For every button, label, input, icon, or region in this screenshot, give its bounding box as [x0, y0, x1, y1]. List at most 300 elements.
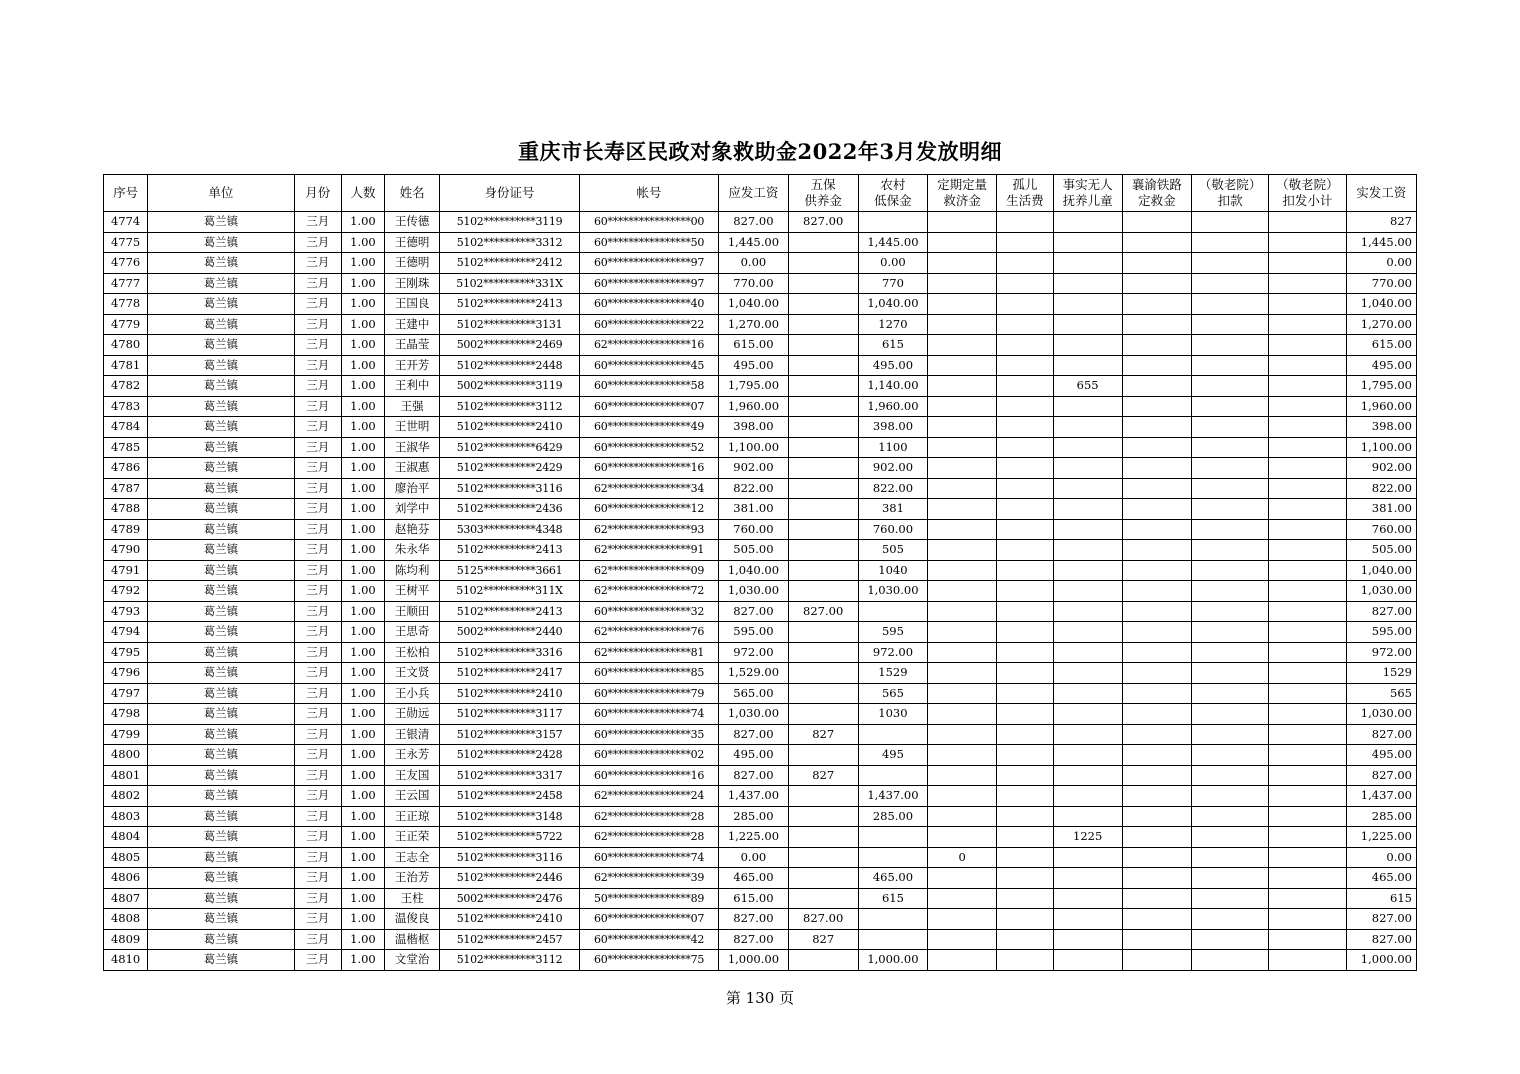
table-cell: 王云国	[385, 786, 440, 807]
table-cell: 60****************12	[579, 499, 719, 520]
table-cell: 王正荣	[385, 827, 440, 848]
table-cell: 王顺田	[385, 601, 440, 622]
table-cell	[997, 704, 1053, 725]
table-cell: 760.00	[858, 519, 927, 540]
table-cell: 1100	[858, 437, 927, 458]
table-cell	[1053, 786, 1122, 807]
table-cell	[1269, 929, 1346, 950]
table-cell	[788, 560, 858, 581]
table-cell: 1.00	[341, 929, 384, 950]
table-cell: 1.00	[341, 437, 384, 458]
table-cell: 葛兰镇	[148, 232, 295, 253]
table-cell: 5102**********2412	[440, 253, 580, 274]
table-cell	[788, 663, 858, 684]
table-cell: 5102**********3119	[440, 212, 580, 233]
table-cell: 62****************72	[579, 581, 719, 602]
table-cell	[1269, 499, 1346, 520]
table-cell: 5102**********3117	[440, 704, 580, 725]
table-cell: 827.00	[719, 601, 788, 622]
table-cell	[928, 622, 997, 643]
table-cell	[1122, 478, 1191, 499]
table-cell	[1053, 540, 1122, 561]
table-cell: 王柱	[385, 888, 440, 909]
table-cell: 葛兰镇	[148, 868, 295, 889]
table-cell: 三月	[294, 642, 341, 663]
table-cell: 1,529.00	[719, 663, 788, 684]
table-cell: 葛兰镇	[148, 212, 295, 233]
table-cell: 760.00	[1346, 519, 1416, 540]
table-cell: 615	[1346, 888, 1416, 909]
table-row	[104, 745, 1417, 766]
table-cell	[1122, 683, 1191, 704]
table-cell: 5102**********2413	[440, 601, 580, 622]
table-row	[104, 786, 1417, 807]
table-cell: 葛兰镇	[148, 601, 295, 622]
table-cell: 王刚珠	[385, 273, 440, 294]
table-cell	[1269, 663, 1346, 684]
table-cell: 王开芳	[385, 355, 440, 376]
table-cell: 0.00	[858, 253, 927, 274]
table-cell: 827	[1346, 212, 1416, 233]
table-cell: 285.00	[1346, 806, 1416, 827]
table-cell	[1269, 417, 1346, 438]
table-cell: 60****************97	[579, 253, 719, 274]
table-cell	[997, 519, 1053, 540]
table-cell	[1192, 355, 1269, 376]
table-cell	[997, 335, 1053, 356]
table-cell: 60****************07	[579, 909, 719, 930]
table-cell: 三月	[294, 314, 341, 335]
table-cell: 三月	[294, 560, 341, 581]
table-cell: 1.00	[341, 417, 384, 438]
table-cell	[1269, 724, 1346, 745]
table-cell: 595	[858, 622, 927, 643]
table-cell: 4780	[104, 335, 148, 356]
table-cell: 葛兰镇	[148, 273, 295, 294]
table-cell	[1053, 806, 1122, 827]
table-cell: 565	[858, 683, 927, 704]
table-cell	[1053, 560, 1122, 581]
table-cell: 62****************39	[579, 868, 719, 889]
page-title: 重庆市长寿区民政对象救助金2022年3月发放明细	[517, 139, 1003, 164]
table-cell	[788, 950, 858, 971]
table-cell: 1,225.00	[1346, 827, 1416, 848]
table-cell: 葛兰镇	[148, 847, 295, 868]
table-cell: 5002**********2476	[440, 888, 580, 909]
table-row	[104, 950, 1417, 971]
table-cell: 4799	[104, 724, 148, 745]
table-cell: 4794	[104, 622, 148, 643]
table-cell: 1.00	[341, 560, 384, 581]
table-cell	[1192, 560, 1269, 581]
table-cell	[997, 458, 1053, 479]
table-cell: 505	[858, 540, 927, 561]
table-cell: 0.00	[1346, 847, 1416, 868]
table-cell	[1192, 745, 1269, 766]
table-cell	[788, 622, 858, 643]
table-row	[104, 437, 1417, 458]
table-row	[104, 642, 1417, 663]
table-cell	[1053, 437, 1122, 458]
table-cell	[1053, 212, 1122, 233]
table-cell: 827	[788, 765, 858, 786]
table-cell: 三月	[294, 601, 341, 622]
table-cell: 60****************50	[579, 232, 719, 253]
table-cell: 王银清	[385, 724, 440, 745]
table-cell: 4778	[104, 294, 148, 315]
table-cell	[1269, 560, 1346, 581]
table-row	[104, 581, 1417, 602]
table-header-row	[104, 175, 1417, 212]
table-cell	[997, 642, 1053, 663]
table-cell: 三月	[294, 273, 341, 294]
table-cell: 505.00	[719, 540, 788, 561]
table-cell	[1053, 396, 1122, 417]
table-cell	[928, 437, 997, 458]
table-cell	[1269, 335, 1346, 356]
table-cell: 5102**********3131	[440, 314, 580, 335]
table-cell	[1192, 458, 1269, 479]
table-cell: 822.00	[719, 478, 788, 499]
table-cell: 王文贤	[385, 663, 440, 684]
table-row	[104, 806, 1417, 827]
table-cell	[928, 314, 997, 335]
table-cell	[1269, 888, 1346, 909]
table-cell: 葛兰镇	[148, 355, 295, 376]
table-cell	[1192, 314, 1269, 335]
table-cell: 5102**********3312	[440, 232, 580, 253]
table-cell	[1053, 888, 1122, 909]
table-cell	[1192, 601, 1269, 622]
table-cell: 5002**********2469	[440, 335, 580, 356]
table-cell	[1053, 765, 1122, 786]
table-cell: 62****************34	[579, 478, 719, 499]
table-cell	[788, 786, 858, 807]
payment-table	[103, 174, 1417, 971]
table-cell	[997, 622, 1053, 643]
table-cell: 5102**********2410	[440, 417, 580, 438]
table-cell	[1269, 540, 1346, 561]
table-row	[104, 827, 1417, 848]
column-header: 人数	[341, 175, 384, 212]
table-cell	[1053, 314, 1122, 335]
table-cell	[1053, 929, 1122, 950]
table-cell	[1192, 929, 1269, 950]
table-cell: 葛兰镇	[148, 314, 295, 335]
table-cell: 495.00	[719, 745, 788, 766]
table-cell	[928, 642, 997, 663]
table-cell: 王树平	[385, 581, 440, 602]
table-cell	[1053, 232, 1122, 253]
table-cell: 三月	[294, 478, 341, 499]
table-cell: 465.00	[719, 868, 788, 889]
table-cell: 葛兰镇	[148, 724, 295, 745]
table-cell	[928, 683, 997, 704]
table-cell	[788, 437, 858, 458]
table-cell	[1192, 437, 1269, 458]
table-cell	[1192, 519, 1269, 540]
table-row	[104, 560, 1417, 581]
table-row	[104, 314, 1417, 335]
table-cell	[928, 888, 997, 909]
table-cell	[1269, 827, 1346, 848]
table-cell	[997, 253, 1053, 274]
table-cell: 王淑惠	[385, 458, 440, 479]
table-cell: 398.00	[719, 417, 788, 438]
table-cell	[788, 540, 858, 561]
table-cell	[1053, 704, 1122, 725]
table-row	[104, 376, 1417, 397]
table-cell	[1192, 253, 1269, 274]
table-cell	[997, 212, 1053, 233]
table-cell: 王国良	[385, 294, 440, 315]
table-cell: 60****************16	[579, 458, 719, 479]
table-cell	[1269, 642, 1346, 663]
table-cell	[1192, 786, 1269, 807]
table-cell	[1053, 868, 1122, 889]
table-cell: 三月	[294, 950, 341, 971]
table-cell: 1,960.00	[1346, 396, 1416, 417]
table-cell: 三月	[294, 540, 341, 561]
table-cell: 5102**********2410	[440, 909, 580, 930]
table-cell	[1192, 499, 1269, 520]
table-cell	[997, 601, 1053, 622]
table-cell	[858, 929, 927, 950]
table-row	[104, 478, 1417, 499]
table-cell	[1192, 663, 1269, 684]
table-cell: 葛兰镇	[148, 909, 295, 930]
table-cell: 5102**********2446	[440, 868, 580, 889]
table-cell: 615	[858, 888, 927, 909]
table-cell	[1192, 683, 1269, 704]
table-cell	[997, 314, 1053, 335]
table-cell: 1.00	[341, 294, 384, 315]
table-cell	[1122, 868, 1191, 889]
table-cell	[997, 437, 1053, 458]
table-cell	[1192, 212, 1269, 233]
table-cell: 495.00	[719, 355, 788, 376]
table-cell: 495.00	[1346, 355, 1416, 376]
table-cell	[1053, 253, 1122, 274]
table-cell: 4777	[104, 273, 148, 294]
table-cell: 4787	[104, 478, 148, 499]
table-cell	[928, 458, 997, 479]
table-cell: 4776	[104, 253, 148, 274]
table-cell: 葛兰镇	[148, 560, 295, 581]
table-cell	[1122, 745, 1191, 766]
table-cell: 三月	[294, 827, 341, 848]
table-cell	[1192, 376, 1269, 397]
table-cell: 827.00	[788, 601, 858, 622]
table-cell: 1.00	[341, 376, 384, 397]
table-cell: 王志全	[385, 847, 440, 868]
table-cell: 615.00	[719, 335, 788, 356]
table-cell: 三月	[294, 212, 341, 233]
table-cell: 王治芳	[385, 868, 440, 889]
table-cell	[1192, 273, 1269, 294]
table-cell: 1.00	[341, 335, 384, 356]
table-cell: 770.00	[719, 273, 788, 294]
table-cell: 1,960.00	[719, 396, 788, 417]
table-cell: 5102**********331X	[440, 273, 580, 294]
table-cell	[928, 929, 997, 950]
table-cell	[928, 827, 997, 848]
table-row	[104, 847, 1417, 868]
table-cell	[997, 868, 1053, 889]
table-cell: 葛兰镇	[148, 540, 295, 561]
table-cell: 495.00	[1346, 745, 1416, 766]
table-cell: 王思奇	[385, 622, 440, 643]
table-cell: 王淑华	[385, 437, 440, 458]
table-cell: 60****************07	[579, 396, 719, 417]
table-cell: 三月	[294, 724, 341, 745]
table-row	[104, 888, 1417, 909]
table-cell: 三月	[294, 683, 341, 704]
table-cell: 王正琼	[385, 806, 440, 827]
table-cell: 1529	[858, 663, 927, 684]
table-cell	[1122, 663, 1191, 684]
table-cell: 1.00	[341, 253, 384, 274]
table-cell: 1.00	[341, 273, 384, 294]
table-cell	[1192, 704, 1269, 725]
table-cell	[928, 704, 997, 725]
table-cell: 1.00	[341, 478, 384, 499]
table-cell	[1122, 765, 1191, 786]
table-cell	[1122, 335, 1191, 356]
table-cell: 827.00	[719, 765, 788, 786]
table-cell	[1269, 232, 1346, 253]
table-cell	[997, 478, 1053, 499]
table-cell	[1053, 724, 1122, 745]
table-cell: 5102**********2429	[440, 458, 580, 479]
table-cell	[858, 827, 927, 848]
table-cell: 5125**********3661	[440, 560, 580, 581]
table-cell	[928, 294, 997, 315]
table-cell	[1269, 519, 1346, 540]
table-cell: 三月	[294, 355, 341, 376]
table-cell: 4807	[104, 888, 148, 909]
table-cell: 1.00	[341, 704, 384, 725]
table-cell	[928, 868, 997, 889]
table-cell	[1053, 581, 1122, 602]
table-cell	[788, 294, 858, 315]
table-cell: 1.00	[341, 909, 384, 930]
table-cell: 4808	[104, 909, 148, 930]
table-cell	[997, 294, 1053, 315]
table-cell	[1053, 417, 1122, 438]
table-cell: 5102**********3116	[440, 847, 580, 868]
table-cell	[1053, 499, 1122, 520]
table-cell: 760.00	[719, 519, 788, 540]
table-cell	[1053, 745, 1122, 766]
table-cell: 1,445.00	[719, 232, 788, 253]
table-cell: 王强	[385, 396, 440, 417]
table-cell	[1192, 232, 1269, 253]
table-row	[104, 499, 1417, 520]
table-cell	[997, 663, 1053, 684]
table-cell: 葛兰镇	[148, 888, 295, 909]
table-cell	[1269, 745, 1346, 766]
table-cell	[928, 499, 997, 520]
table-cell: 1.00	[341, 622, 384, 643]
table-row	[104, 868, 1417, 889]
table-cell: 827.00	[719, 212, 788, 233]
table-cell: 葛兰镇	[148, 745, 295, 766]
table-cell: 4804	[104, 827, 148, 848]
table-cell: 三月	[294, 888, 341, 909]
table-cell: 4797	[104, 683, 148, 704]
table-cell: 4801	[104, 765, 148, 786]
table-cell	[997, 560, 1053, 581]
table-cell	[1122, 273, 1191, 294]
table-row	[104, 458, 1417, 479]
table-cell: 5002**********3119	[440, 376, 580, 397]
table-cell: 62****************28	[579, 827, 719, 848]
table-cell: 5102**********2448	[440, 355, 580, 376]
table-cell	[1053, 458, 1122, 479]
table-cell: 1030	[858, 704, 927, 725]
table-cell	[1122, 540, 1191, 561]
table-row	[104, 355, 1417, 376]
table-row	[104, 253, 1417, 274]
table-cell: 565	[1346, 683, 1416, 704]
table-cell	[1269, 437, 1346, 458]
table-cell: 葛兰镇	[148, 786, 295, 807]
table-cell: 5102**********2413	[440, 294, 580, 315]
table-cell: 655	[1053, 376, 1122, 397]
table-row	[104, 765, 1417, 786]
table-cell	[1122, 909, 1191, 930]
table-cell: 1,000.00	[858, 950, 927, 971]
table-cell: 1.00	[341, 847, 384, 868]
table-cell: 三月	[294, 622, 341, 643]
table-cell	[858, 601, 927, 622]
column-header: 农村 低保金	[858, 175, 927, 212]
table-cell	[858, 212, 927, 233]
table-cell	[788, 745, 858, 766]
table-cell: 三月	[294, 847, 341, 868]
table-cell	[1192, 622, 1269, 643]
table-cell	[1122, 212, 1191, 233]
table-cell: 60****************22	[579, 314, 719, 335]
table-row	[104, 212, 1417, 233]
table-row	[104, 335, 1417, 356]
table-cell: 827.00	[1346, 909, 1416, 930]
table-cell: 1.00	[341, 663, 384, 684]
table-row	[104, 396, 1417, 417]
table-cell: 1.00	[341, 642, 384, 663]
table-cell: 827.00	[1346, 601, 1416, 622]
table-cell: 文堂治	[385, 950, 440, 971]
table-cell: 5102**********2410	[440, 683, 580, 704]
table-cell	[928, 253, 997, 274]
table-cell	[1192, 396, 1269, 417]
table-cell: 1,100.00	[1346, 437, 1416, 458]
table-cell: 1,795.00	[719, 376, 788, 397]
table-cell: 葛兰镇	[148, 294, 295, 315]
table-cell: 王勋远	[385, 704, 440, 725]
table-cell	[1192, 847, 1269, 868]
table-cell: 三月	[294, 335, 341, 356]
table-cell	[928, 478, 997, 499]
table-cell: 4774	[104, 212, 148, 233]
table-cell: 1,000.00	[719, 950, 788, 971]
table-cell: 5002**********2440	[440, 622, 580, 643]
table-cell: 1,030.00	[719, 704, 788, 725]
table-cell	[1053, 663, 1122, 684]
table-cell	[928, 417, 997, 438]
table-cell	[788, 888, 858, 909]
